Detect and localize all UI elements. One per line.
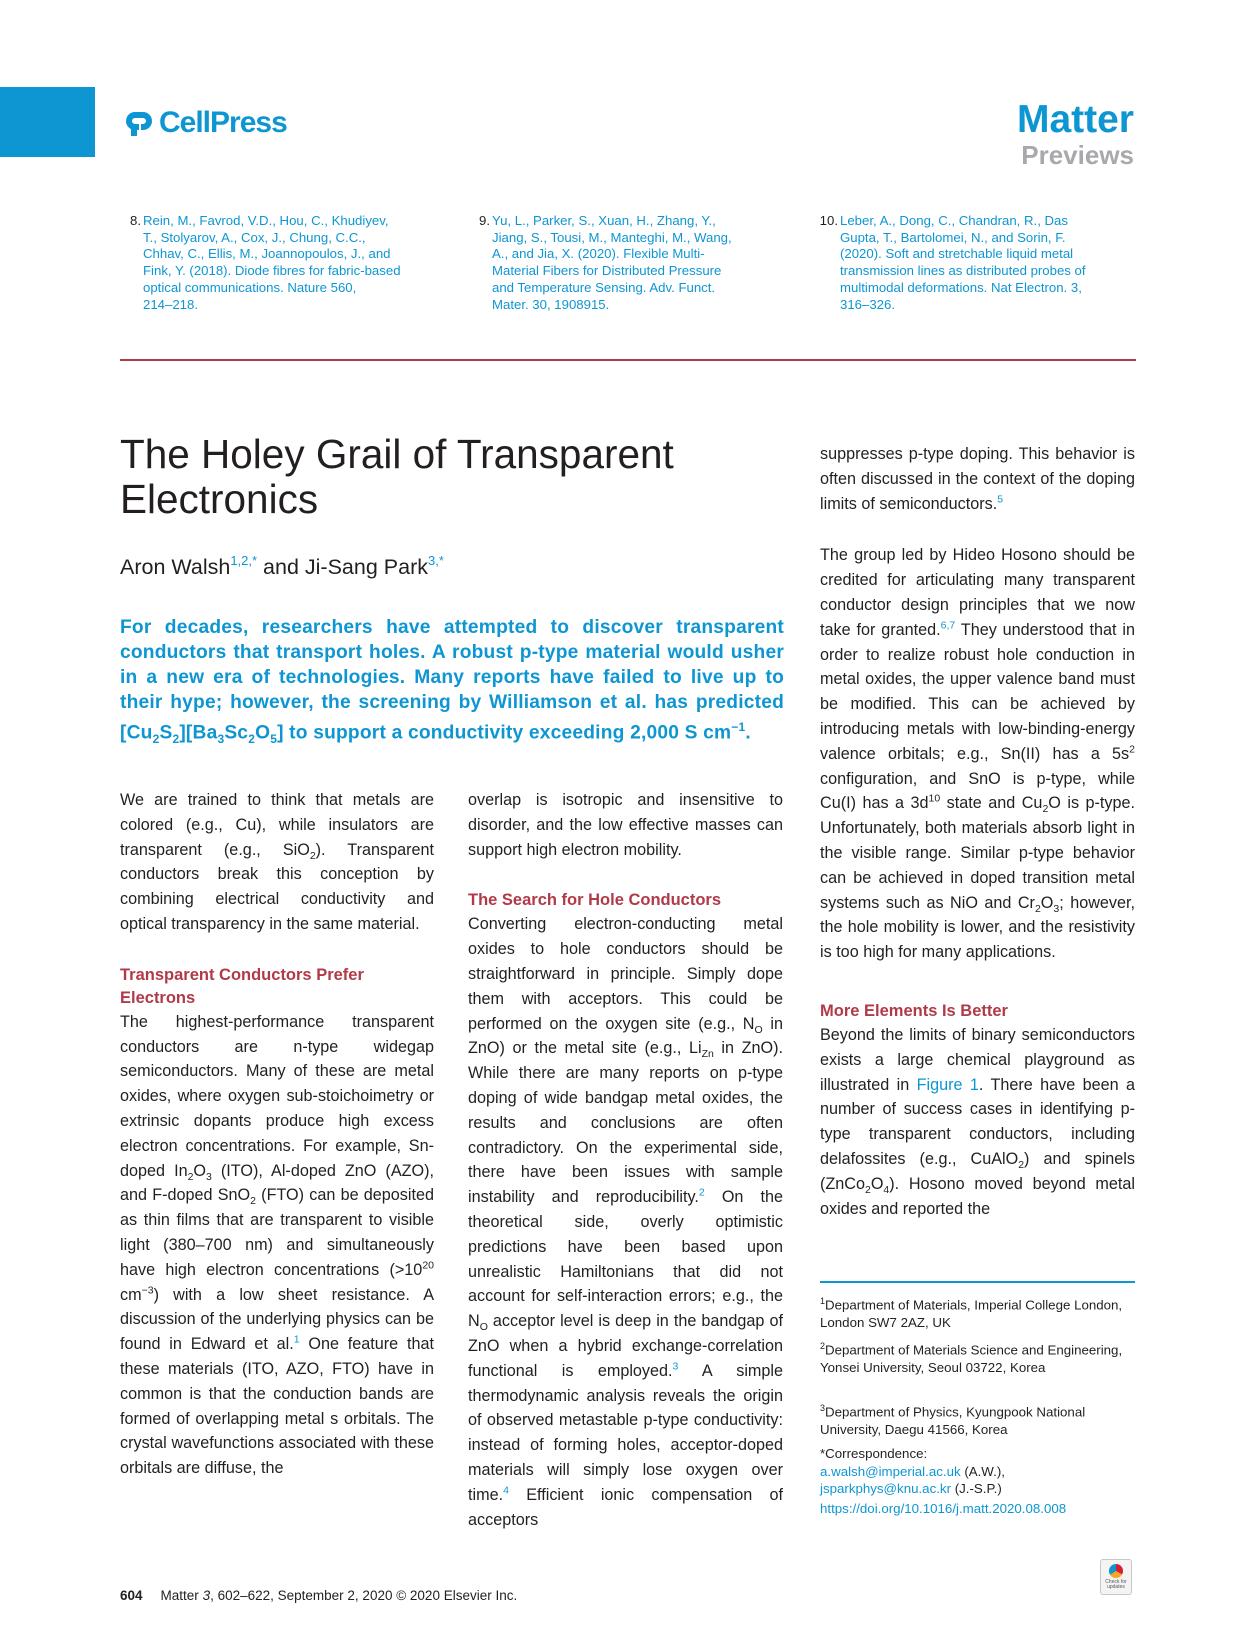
author-affiliation-link[interactable]: 3,* xyxy=(428,553,444,568)
paragraph: We are trained to think that metals are colored (e.g., Cu), while insulators are transparent (e.g., SiO$_2$). Transparent conductors break this conception by combining electrical conductivity and optical transparency in the same material. xyxy=(120,791,434,933)
reference-9[interactable] xyxy=(479,213,782,313)
reference-line: Fink, Y. (2018). Diode fibres for fabric-based xyxy=(143,263,401,279)
reference-8[interactable] xyxy=(130,213,433,313)
reference-line: Leber, A., Dong, C., Chandran, R., Das xyxy=(840,213,1068,228)
paragraph: The group led by Hideo Hosono should be credited for articulating many transparent conductor design principles that we now take for granted.$^{6,7}$ They understood that in order to realize robust hole conduction in metal oxides, the upper valence band must be modified. This can be achieved by introducing metals with low-binding-energy valence orbitals; e.g., Sn(II) has a $5s^2$ configuration, and SnO is p-type, while Cu(I) has a $3d^{10}$ state and $Cu_2O$ is p-type. Unfortunately, both materials absorb light in the visible range. Similar p-type behavior can be achieved in doped transition metal systems such as NiO and $Cr_2O_3$; however, the hole mobility is lower, and the resistivity is too high for many applications. xyxy=(820,546,1136,962)
reference-line: Gupta, T., Bartolomei, N., and Sorin, F. xyxy=(840,229,1066,245)
section-heading: The Search for Hole Conductors xyxy=(468,891,722,910)
author-list xyxy=(120,553,444,580)
reference-line: 316–326. xyxy=(840,296,896,312)
reference-line: (2020). Soft and stretchable liquid metal xyxy=(840,246,1074,262)
section-heading: More Elements Is Better xyxy=(820,1001,1008,1020)
reference-line: Mater. 30, 1908915. xyxy=(492,296,610,312)
citation-link[interactable]: 1 xyxy=(293,1333,300,1346)
reference-line: transmission lines as distributed probes of xyxy=(840,263,1086,279)
author-name: Ji-Sang Park xyxy=(304,555,428,579)
reference-line: Jiang, S., Tousi, M., Manteghi, M., Wang, xyxy=(492,229,732,245)
abstract: For decades, researchers have attempted to discover transparent conductors that transport holes. A robust p-type material would usher in a new era of technologies. Many reports have failed to live up to their hype; however, the screening by Williamson et al. has predicted $[Cu_2S_2][Ba_3Sc_2O_5]$ to support a conductivity exceeding 2,000 S $cm^{-1}$. xyxy=(120,617,784,747)
citation-link[interactable]: 4 xyxy=(503,1484,509,1497)
journal-section: Previews xyxy=(1021,140,1134,170)
corner-color-block xyxy=(0,87,95,157)
footer-volume: 3 xyxy=(202,1588,211,1603)
body-column-1 xyxy=(120,788,434,1481)
body-column-2 xyxy=(468,788,783,1532)
email-link[interactable]: jsparkphys@knu.ac.kr xyxy=(820,1481,952,1496)
title-line: Electronics xyxy=(120,476,319,522)
email-link[interactable]: a.walsh@imperial.ac.uk xyxy=(820,1463,961,1479)
reference-line: Chhav, C., Ellis, M., Joannopoulos, J., and xyxy=(143,246,391,262)
affiliation-1: $^1$Department of Materials, Imperial College London, London SW7 2AZ, UK xyxy=(820,1296,1123,1330)
reference-line: optical communications. Nature 560, xyxy=(143,279,357,295)
affiliation-2: $^2$Department of Materials Science and Engineering, Yonsei University, Seoul 03722, Korea xyxy=(820,1341,1123,1375)
paragraph: suppresses p-type doping. This behavior is often discussed in the context of the doping limits of semiconductors.$^5$ xyxy=(820,445,1135,513)
citation-link[interactable]: 5 xyxy=(997,493,1004,506)
doi xyxy=(820,1500,1132,1518)
affiliation-3: $^3$Department of Physics, Kyungpook National University, Daegu 41566, Korea xyxy=(820,1403,1086,1437)
publisher-name: CellPress xyxy=(159,106,287,139)
correspondence: *Correspondence: a.walsh@imperial.ac.uk (A.W.), jsparkphys@knu.ac.kr (J.-S.P.) xyxy=(820,1445,1132,1498)
reference-line: 214–218. xyxy=(143,296,199,312)
author-separator: and xyxy=(257,555,305,579)
reference-line: A., and Jia, X. (2020). Flexible Multi- xyxy=(492,246,705,262)
figure-link[interactable]: Figure 1 xyxy=(916,1075,979,1094)
paragraph: Converting electron-conducting metal oxides to hole conductors should be straightforward in principle. Simply dope them with acceptors. This could be performed on the oxygen site (e.g., $N_O$ in ZnO) or the metal site (e.g., $Li_{Zn}$ in ZnO). While there are many reports on p-type doping of wide bandgap metal oxides, the results and conclusions are often contradictory. On the experimental side, there have been issues with sample instability and reproducibility.$^2$ On the theoretical side, overly optimistic predictions have been based upon unrealistic Hamiltonians that did not account for self-interaction errors; e.g., the $N_O$ acceptor level is deep in the bandgap of ZnO when a hybrid exchange-correlation functional is employed.$^3$ A simple thermodynamic analysis reveals the origin of observed metastable p-type conductivity: instead of forming holes, acceptor-doped materials will simply lose oxygen over time.$^4$ Efficient ionic compensation of acceptors xyxy=(468,915,784,1529)
check-updates-icon xyxy=(1109,1564,1123,1578)
section-divider xyxy=(120,359,1136,361)
title-line: The Holey Grail of Transparent xyxy=(120,431,674,477)
footer-journal: Matter xyxy=(160,1588,199,1603)
badge-label: Check for updates xyxy=(1105,1579,1127,1590)
reference-number: 10. xyxy=(819,213,838,228)
author-affiliation-link[interactable]: 1,2,* xyxy=(230,553,258,568)
reference-number: 9. xyxy=(479,213,490,228)
cellpress-logo-icon xyxy=(121,106,155,140)
check-for-updates-badge[interactable] xyxy=(1100,1559,1132,1595)
citation-link[interactable]: 2 xyxy=(698,1186,705,1199)
body-column-3 xyxy=(820,442,1135,1221)
footer-citation: , 602–622, September 2, 2020 © 2020 Elsevier Inc. xyxy=(210,1588,518,1603)
article-title xyxy=(120,432,780,522)
author-name: Aron Walsh xyxy=(120,555,231,579)
reference-line: T., Stolyarov, A., Cox, J., Chung, C.C., xyxy=(143,229,366,245)
section-heading: Transparent Conductors Prefer Electrons xyxy=(120,965,364,1007)
paragraph: The highest-performance transparent conductors are n-type widegap semiconductors. Many of these are metal oxides, where oxygen sub-stoichoimetry or extrinsic dopants produce high excess electron concentrations. For example, Sn-doped $In_2O_3$ (ITO), Al-doped ZnO (AZO), and F-doped SnO$_2$ (FTO) can be deposited as thin films that are transparent to visible light (380–700 nm) and simultaneously have high electron concentrations ($>10^{20}$ $cm^{-3}$) with a low sheet resistance. A discussion of the underlying physics can be found in Edward et al.$^1$ One feature that these materials (ITO, AZO, FTO) have in common is that the conduction bands are formed of overlapping metal s orbitals. The crystal wavefunctions associated with these orbitals are diffuse, the xyxy=(120,1012,434,1478)
journal-branding xyxy=(1017,100,1134,168)
page-footer xyxy=(120,1588,517,1603)
reference-number: 8. xyxy=(130,213,141,228)
citation-link[interactable]: 3 xyxy=(672,1360,679,1373)
doi-link[interactable]: https://doi.org/10.1016/j.matt.2020.08.008 xyxy=(820,1501,1067,1516)
reference-line: multimodal deformations. Nat Electron. 3, xyxy=(840,279,1082,295)
affiliation-divider xyxy=(820,1281,1135,1283)
reference-10[interactable] xyxy=(819,213,1135,313)
correspondence-label: *Correspondence: xyxy=(820,1446,928,1461)
paragraph: Beyond the limits of binary semiconductors exists a large chemical playground as illustrated in Figure 1. There have been a number of success cases in identifying p-type transparent conductors, including delafossites (e.g., CuAlO$_2$) and spinels $(ZnCo_2O_4)$. Hosono moved beyond metal oxides and reported the xyxy=(820,1025,1135,1218)
reference-line: Material Fibers for Distributed Pressure xyxy=(492,263,722,279)
citation-link[interactable]: 6,7 xyxy=(940,619,956,632)
cellpress-logo[interactable] xyxy=(121,105,287,141)
page-number: 604 xyxy=(120,1588,143,1603)
journal-name: Matter xyxy=(1016,98,1134,141)
reference-line: Rein, M., Favrod, V.D., Hou, C., Khudiyev, xyxy=(143,213,389,228)
reference-line: Yu, L., Parker, S., Xuan, H., Zhang, Y., xyxy=(492,213,716,228)
reference-line: and Temperature Sensing. Adv. Funct. xyxy=(492,279,716,295)
paragraph: overlap is isotropic and insensitive to disorder, and the low effective masses can support high electron mobility. xyxy=(468,791,783,859)
